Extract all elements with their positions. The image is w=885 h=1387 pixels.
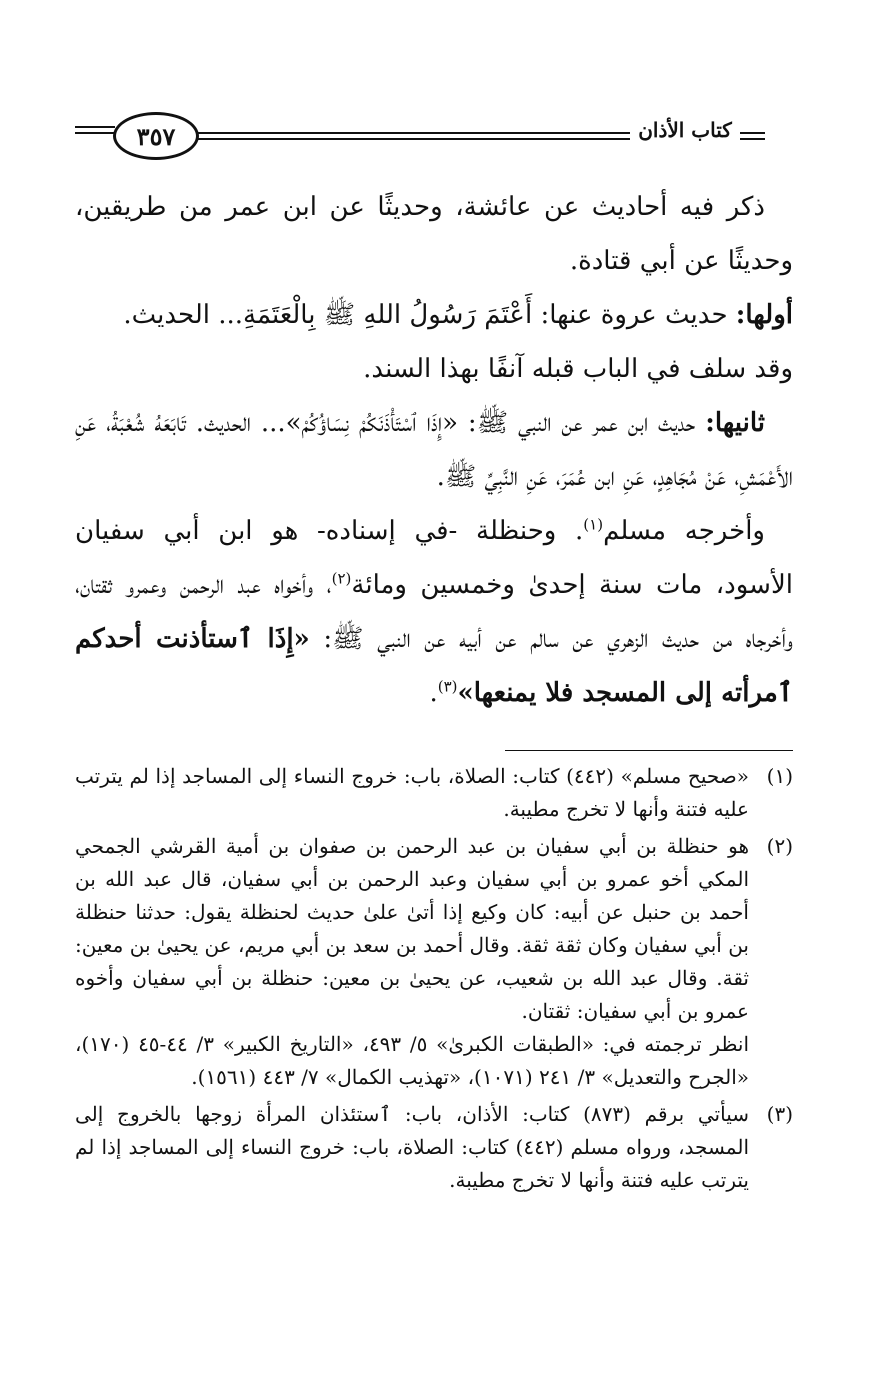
paragraph-5-hadith: «إِذَا ٱستأذنت أحدكم ٱمرأته إلى المسجد فلا يمنعها» [75, 624, 793, 708]
paragraph-2 [75, 288, 793, 342]
paragraph-5-b: . وحنظلة -في إسناده- هو ابن أبي سفيان الأسود، مات سنة إحدىٰ وخمسين ومائة [75, 516, 794, 600]
footnote-text: سيأتي برقم (٨٧٣) كتاب: الأذان، باب: ٱستئذان المرأة زوجها بالخروج إلى المسجد، ورواه مسلم (٤٤٢) كتاب: الصلاة، باب: خروج النساء إلى المساجد إذا لم يترتب عليه فتنة وأنها لا تخرج مطيبة. [75, 1102, 750, 1192]
footnotes [75, 760, 793, 1201]
paragraph-3: وقد سلف في الباب قبله آنفًا بهذا السند. [363, 354, 793, 384]
footnote-ref-3[interactable]: (٣) [437, 677, 458, 696]
footnote-3 [75, 1098, 793, 1197]
footnote-separator [505, 750, 793, 751]
footnote-number: (٢) [766, 834, 793, 858]
main-text [75, 180, 793, 720]
header-rule-middle [185, 132, 655, 140]
footnote-text: «صحيح مسلم» (٤٤٢) كتاب: الصلاة، باب: خروج النساء إلى المساجد إذا لم يترتب عليه فتنة وأنها لا تخرج مطيبة. [75, 764, 749, 821]
footnote-2 [75, 830, 793, 1094]
paragraph-4 [75, 396, 793, 504]
paragraph-5-a: وأخرجه مسلم [603, 516, 765, 546]
footnote-ref-2[interactable]: (٢) [331, 569, 352, 588]
footnote-1 [75, 760, 793, 826]
footnote-number: (٣) [766, 1102, 793, 1126]
footnote-text: هو حنظلة بن أبي سفيان بن عبد الرحمن بن صفوان بن أمية القرشي الجمحي المكي أخو عمرو بن أبي سفيان وعبد الرحمن بن أبي سفيان، قال عبد الله بن أحمد بن حنبل عن أبيه: كان وكيع إذا أتىٰ علىٰ حديث لحنظلة يقول: حدثنا حنظلة بن أبي سفيان وكان ثقة ثقة. وقال أحمد بن سعد بن أبي مريم، عن يحيىٰ بن معين: ثقة. وقال عبد الله بن شعيب، عن يحيىٰ بن معين: حنظلة بن أبي سفيان وأخوه عمرو بن أبي سفيان: ثقتان. [75, 834, 749, 1023]
running-title: كتاب الأذان [630, 118, 740, 142]
paragraph-4-lead: ثانيها: [705, 408, 765, 438]
footnote-text-2: انظر ترجمته في: «الطبقات الكبرىٰ» ٥/ ٤٩٣، «التاريخ الكبير» ٣/ ٤٤-٤٥ (١٧٠)، «الجرح والتعديل» ٣/ ٢٤١ (١٠٧١)، «تهذيب الكمال» ٧/ ٤٤٣ (١٥٦١). [75, 1032, 749, 1089]
page-header [75, 112, 765, 158]
header-rule-left [75, 126, 115, 134]
paragraph-1: ذكر فيه أحاديث عن عائشة، وحديثًا عن ابن عمر من طريقين، وحديثًا عن أبي قتادة. [75, 192, 793, 276]
paragraph-2-lead: أولها: [735, 300, 793, 330]
paragraph-5 [75, 504, 793, 720]
footnote-ref-1[interactable]: (١) [583, 515, 604, 534]
page-number: ٣٥٧ [113, 112, 199, 160]
footnote-number: (١) [766, 764, 793, 788]
paragraph-4-text: حديث ابن عمر عن النبي ﷺ: «إِذَا ٱسْتَأْذَنَكُمْ نِسَاؤُكُمْ»... الحديث. تَابَعَهُ شُعْبَةُ، عَنِ الأَعْمَشِ، عَنْ مُجَاهِدٍ، عَنِ ابن عُمَرَ، عَنِ النَّبِيِّ ﷺ. [75, 408, 793, 492]
paragraph-5-c: ، وأخواه عبد الرحمن وعمرو ثقتان، وأخرجاه من حديث الزهري عن سالم عن أبيه عن النبي ﷺ: [75, 570, 793, 654]
paragraph-5-end: . [429, 678, 438, 708]
paragraph-2-text: حديث عروة عنها: أَعْتَمَ رَسُولُ اللهِ ﷺ بِالْعَتَمَةِ... الحديث. [123, 300, 736, 330]
